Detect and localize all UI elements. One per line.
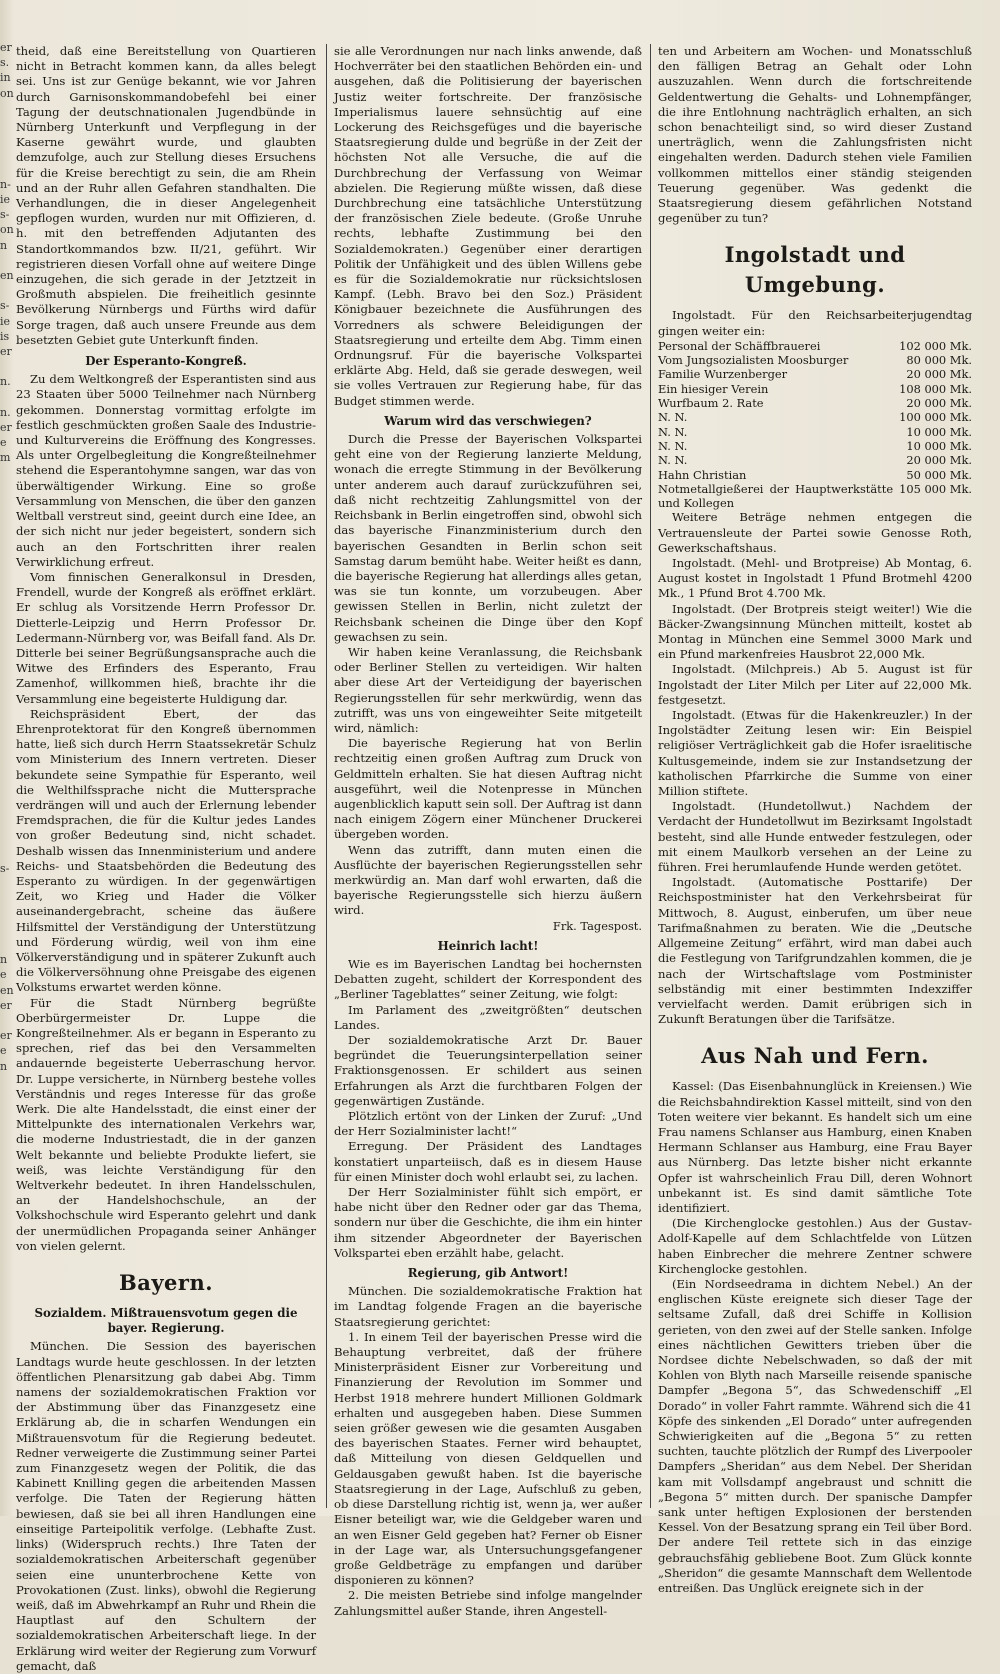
- article-text: Zu dem Weltkongreß der Esperantisten sind aus 23 Staaten über 5000 Teilnehmer nach Nürnberg gekommen. Donnerstag vormittag erfolgte im festlich geschmückten großen Saale des Industrie- und Kulturvereins die Eröffnung des Kongresses. Als unter Orgelbegleitung die Kongreßteilnehmer stehend die Esperantohymne sangen, war das von überwältigender Wirkung. Eine so große Versammlung von Menschen, die über den ganzen Weltball verstreut sind, geeint durch eine Idee, an der sich nicht nur jeder begeistert, sondern sich auch an den Fortschritten ihrer realen Verwirklichung erfreut.: [16, 372, 316, 569]
- fragment-line: [0, 755, 14, 770]
- donation-row: [658, 353, 972, 367]
- donor-name: N. N.: [658, 453, 688, 468]
- fragment-line: n.: [0, 375, 11, 389]
- fragment-line: [0, 922, 14, 937]
- fragment-line: [0, 648, 14, 663]
- article-text: (Die Kirchenglocke gestohlen.) Aus der Gustav-Adolf-Kapelle auf dem Schlachtfelde von Lützen haben Einbrecher die mehrere Zentner schwere Kirchenglocke gestohlen.: [658, 1216, 972, 1276]
- fragment-line: e: [0, 436, 7, 450]
- fragment-line: [0, 496, 14, 511]
- fragment-line: ie: [0, 314, 11, 328]
- donation-amount: 10 000 Mk.: [906, 438, 972, 453]
- column-rule: [650, 44, 651, 1508]
- fragment-line: [0, 359, 14, 374]
- donor-name: Vom Jungsozialisten Moosburger: [658, 353, 849, 368]
- article-text: Der Herr Sozialminister fühlt sich empört, er habe nicht über den Redner oder gar das Thema, sondern nur über die Geschichte, die ihm ein hinter ihm sitzender Abgeordneter der Bayerischen Volkspartei eben erzählt habe, gelacht.: [334, 1185, 642, 1260]
- donor-name: N. N.: [658, 410, 688, 425]
- article-text: Erregung. Der Präsident des Landtages konstatiert unparteiisch, daß es in diesem Hause für einen Minister doch wohl erlaubt sei, zu lachen.: [334, 1139, 642, 1184]
- article-text: Ingolstadt. (Hundetollwut.) Nachdem der Verdacht der Hundetollwut im Bezirksamt Ingolstadt besteht, sind alle Hunde entweder festzulegen, oder mit einem Maulkorb versehen an der Leine zu führen. Frei herumlaufende Hunde werden getötet.: [658, 799, 972, 875]
- fragment-line: [0, 724, 14, 739]
- column-rule: [326, 44, 327, 1508]
- fragment-line: n: [0, 238, 8, 252]
- article-text: Im Parlament des „zweitgrößten“ deutschen Landes.: [334, 1002, 642, 1032]
- fragment-line: er: [0, 345, 12, 359]
- fragment-line: [0, 815, 14, 830]
- donation-row: [658, 468, 972, 482]
- donor-name: N. N.: [658, 438, 688, 453]
- fragment-line: [0, 891, 14, 906]
- donation-row: [658, 425, 972, 439]
- donor-name: Personal der Schäffbrauerei: [658, 338, 821, 353]
- fragment-line: [0, 1135, 14, 1150]
- article-text: Vom finnischen Generalkonsul in Dresden, Frendell, wurde der Kongreß als eröffnet erklärt. Er schlug als Vorsitzende Herrn Professor Dr. Dietterle-Leipzig und Herrn Professor Dr. Ledermann-Nürnberg vor, was Beifall fand. Als Dr. Ditterle bei seiner Begrüßungsansprache auch die Witwe des Erfinders des Esperanto, Frau Zamenhof, willkommen hieß, brachte ihr die Versammlung eine begeisterte Huldigung dar.: [16, 569, 316, 706]
- fragment-line: [0, 466, 14, 481]
- fragment-line: [0, 603, 14, 618]
- article-text: Ingolstadt. (Automatische Posttarife) Der Reichspostminister hat den Verkehrsbeirat für Mittwoch, 8. August, einberufen, um über neue Tarifmaßnahmen zu beraten. Wie die „Deutsche Allgemeine Zeitung“ erfährt, wird man dabei auch die Festlegung von Tarifgrundzahlen kommen, die je nach der Wirtschaftslage vom Postminister selbständig mit einer bestimmten Indexziffer vervielfacht werden. Damit erübrigen sich in Zukunft Beratungen über die Tarifsätze.: [658, 875, 972, 1027]
- fragment-line: [0, 770, 14, 785]
- fragment-line: [0, 679, 14, 694]
- fragment-line: [0, 876, 14, 891]
- article-text: München. Die Session des bayerischen Landtags wurde heute geschlossen. In der letzten öffentlichen Plenarsitzung gab dabei Abg. Timm namens der sozialdemokratischen Fraktion vor der Abstimmung über das Finanzgesetz eine Erklärung ab, die in scharfen Wendungen ein Mißtrauensvotum für die Regierung bedeutet. Redner verweigerte die Zustimmung seiner Partei zum Finanzgesetz wegen der Politik, die das Kabinett Knilling gegen die arbeitenden Massen verfolge. Die Taten der Regierung hätten bewiesen, daß sie bei all ihren Handlungen eine einseitige Parteipolitik verfolge. (Lebhafte Zust. links) (Widerspruch rechts.) Ihre Taten der sozialdemokratischen Arbeiterschaft gegenüber seien eine ununterbrochene Kette von Provokationen (Zust. links), obwohl die Regierung weiß, daß im Abwehrkampf an Ruhr und Rhein die Hauptlast auf den Schultern der sozialdemokratischen Arbeiterschaft liege. In der Erklärung wird weiter der Regierung zum Vorwurf gemacht, daß: [16, 1339, 316, 1673]
- fragment-line: [0, 481, 14, 496]
- fragment-line: er: [0, 41, 12, 54]
- fragment-line: er: [0, 421, 12, 435]
- donation-amount: 50 000 Mk.: [906, 467, 972, 482]
- fragment-line: en: [0, 983, 14, 997]
- fragment-line: n.: [0, 405, 11, 419]
- heading-esperanto-congress: Der Esperanto-Kongreß.: [85, 354, 247, 369]
- article-text: München. Die sozialdemokratische Fraktion hat im Landtag folgende Fragen an die bayerische Staatsregierung gerichtet:: [334, 1284, 642, 1329]
- donor-name: N. N.: [658, 424, 688, 439]
- donor-name: Wurfbaum 2. Rate: [658, 396, 764, 411]
- fragment-line: er: [0, 1029, 12, 1043]
- fragment-line: [0, 907, 14, 922]
- donation-row: [658, 382, 972, 396]
- fragment-line: [0, 131, 14, 146]
- article-text: Ingolstadt. Für den Reichsarbeiterjugendtag gingen weiter ein:: [658, 308, 972, 338]
- fragment-line: ie: [0, 193, 11, 207]
- fragment-line: en: [0, 269, 14, 283]
- fragment-line: n: [0, 1059, 8, 1073]
- article-text: Weitere Beträge nehmen entgegen die Vertrauensleute der Partei sowie Genosse Roth, Gewerkschaftshaus.: [658, 510, 972, 555]
- article-text: Plötzlich ertönt von der Linken der Zuruf: „Und der Herr Sozialminister lacht!“: [334, 1109, 642, 1139]
- fragment-line: [0, 1089, 14, 1104]
- donation-row: [658, 367, 972, 381]
- heading-warum: Warum wird das verschwiegen?: [384, 413, 592, 428]
- article-text: Wir haben keine Veranlassung, die Reichsbank oder Berliner Stellen zu verteidigen. Wir halten aber diese Art der Verteidigung der bayerischen Regierungsstellen für sehr merkwürdig, wenn das zutrifft, was uns von eingeweihter Seite mitgeteilt wird, nämlich:: [334, 644, 642, 735]
- fragment-line: e: [0, 968, 7, 982]
- fragment-line: [0, 1150, 14, 1165]
- article-text: sie alle Verordnungen nur nach links anwende, daß Hochverräter bei den staatlichen Behörden ein- und ausgehen, daß die Politisierung der bayerischen Justiz weiter fortschreite. Der französische Imperialismus lauere sehnsüchtig auf eine Lockerung des Reichsgefüges und die bayerische Staatsregierung dulde und begrüße in der Zeit der höchsten Not alle Versuche, die auf die Durchbrechung der Verfassung von Weimar abzielen. Die Regierung müßte wissen, daß diese Durchbrechung eine tatsächliche Unterstützung der französischen Ziele bedeute. (Große Unruhe rechts, lebhafte Zustimmung bei den Sozialdemokraten.) Gegenüber einer derartigen Politik der Unfähigkeit und des üblen Willens gebe es für die Sozialdemokratie nur rücksichtslosen Kampf. (Lebh. Bravo bei den Soz.) Präsident Königbauer bezeichnete die Ausführungen des Vorredners als schwere Beleidigungen der Staatsregierung und erteilte dem Abg. Timm einen Ordnungsruf. Für die bayerische Volkspartei erklärte Abg. Held, daß sie gerade deswegen, weil sie volles Vertrauen zur Regierung habe, für das Budget stimmen werde.: [334, 44, 642, 408]
- fragment-line: [0, 116, 14, 131]
- donation-amount: 108 000 Mk.: [899, 381, 972, 396]
- fragment-line: [0, 663, 14, 678]
- article-text: Für die Stadt Nürnberg begrüßte Oberbürgermeister Dr. Luppe die Kongreßteilnehmer. Als er begann in Esperanto zu sprechen, rief das bei den Versammelten andauernde begeisterte Ueberraschung hervor. Dr. Luppe versicherte, in Nürnberg bestehe volles Verständnis und reges Interesse für das große Werk. Die alte Handelsstadt, die einst einer der Mittelpunkte des internationalen Verkehrs war, die moderne Industriestadt, die in der ganzen Welt bekannte und beliebte Produkte liefert, sie weiß, was leichte Verständigung für den Weltverkehr bedeutet. In ihren Handelsschulen, an der Handelshochschule, an der Volkshochschule wird Esperanto gelehrt und dank der unermüdlichen Propaganda seiner Anhänger von vielen gelernt.: [16, 995, 316, 1253]
- fragment-line: s.: [0, 56, 10, 70]
- article-text: Die bayerische Regierung hat von Berlin rechtzeitig einen großen Auftrag zum Druck von Geldmitteln erhalten. Sie hat diesen Auftrag nicht ausgeführt, weil die Notenpresse in München augenblicklich kaputt sein soll. Der Auftrag ist dann nach einigem Zögern einer Münchener Druckerei übergeben worden.: [334, 736, 642, 842]
- fragment-line: [0, 511, 14, 526]
- donation-amount: 80 000 Mk.: [906, 353, 972, 368]
- donation-amount: 105 000 Mk.: [899, 481, 972, 496]
- fragment-line: [0, 572, 14, 587]
- fragment-line: [0, 937, 14, 952]
- donor-name: Familie Wurzenberger: [658, 367, 788, 382]
- article-text: (Ein Nordseedrama in dichtem Nebel.) An der englischen Küste ereignete sich dieser Tage der seltsame Zufall, daß drei Schiffe in Kollision gerieten, von den zwei auf der Stelle sanken. Infolge eines nächtlichen Gewitters trieben über die Nordsee dichte Nebelschwaden, so daß der mit Kohlen von Blyth nach Marseille reisende spanische Dampfer „Begona 5“, das Schwedenschiff „El Dorado“ in voller Fahrt rammte. Während sich die 41 Köpfe des sinkenden „El Dorado“ unter aufregenden Schwierigkeiten auf die „Begona 5“ zu retten suchten, tauchte plötzlich der Rumpf des Liverpooler Dampfers „Sheridan“ aus dem Nebel. Der Sheridan kam mit Vollsdampf angebraust und schnitt die „Begona 5“ mitten durch. Der spanische Dampfer sank unter heftigen Explosionen der berstenden Kessel. Von der Besatzung sprang ein Teil über Bord. Der andere Teil rettete sich in das einzige gebrauchsfähig gebliebene Boot. Zum Glück konnte „Sheridon“ die gesamte Mannschaft dem Wellentode entreißen. Das Unglück ereignete sich in der: [658, 1276, 972, 1596]
- section-heading-ingolstadt: Ingolstadt und Umgebung.: [724, 242, 906, 298]
- fragment-line: in: [0, 71, 11, 85]
- fragment-line: [0, 739, 14, 754]
- fragment-line: [0, 587, 14, 602]
- donor-name: Ein hiesiger Verein: [658, 381, 769, 396]
- fragment-line: [0, 101, 14, 116]
- column-1: [16, 44, 316, 1673]
- fragment-line: [0, 253, 14, 268]
- column-2: [334, 44, 642, 1618]
- fragment-line: [0, 694, 14, 709]
- fragment-line: [0, 146, 14, 161]
- fragment-line: on: [0, 86, 14, 100]
- donation-row: [658, 410, 972, 424]
- fragment-line: [0, 633, 14, 648]
- fragment-line: [0, 390, 14, 405]
- article-text: Ingolstadt. (Mehl- und Brotpreise) Ab Montag, 6. August kostet in Ingolstadt 1 Pfund Brotmehl 4200 Mk., 1 Pfund Brot 4.700 Mk.: [658, 556, 972, 601]
- fragment-line: s-: [0, 208, 10, 222]
- heading-heinrich: Heinrich lacht!: [437, 938, 539, 953]
- fragment-line: e: [0, 1044, 7, 1058]
- fragment-line: is: [0, 329, 10, 343]
- article-text: Wenn das zutrifft, dann muten einen die Ausflüchte der bayerischen Regierungsstellen sehr merkwürdig an. Man darf wohl erwarten, daß die bayerische Regierungsstelle sich hierzu äußern wird.: [334, 842, 642, 918]
- article-text: Ingolstadt. (Etwas für die Hakenkreuzler.) In der Ingolstädter Zeitung lesen wir: Ein Beispiel religiöser Verträglichkeit gab die Hofer israelitische Kultusgemeinde, indem sie zur Instandsetzung der katholischen Pfarrkirche die Summe von einer Million stiftete.: [658, 708, 972, 799]
- fragment-line: er: [0, 998, 12, 1012]
- donation-row: [658, 482, 972, 511]
- article-text: Wie es im Bayerischen Landtag bei hochernsten Debatten zugeht, schildert der Korrespondent des „Berliner Tageblattes“ seiner Zeitung, wie folgt:: [334, 956, 642, 1002]
- fragment-line: [0, 785, 14, 800]
- fragment-line: n: [0, 953, 8, 967]
- fragment-line: [0, 1119, 14, 1134]
- donation-list: [658, 339, 972, 511]
- article-text: 2. Die meisten Betriebe sind infolge mangelnder Zahlungsmittel außer Stande, ihren Angestell-: [334, 1588, 642, 1618]
- fragment-line: s-: [0, 299, 10, 313]
- donation-row: [658, 339, 972, 353]
- heading-regierung-antwort: Regierung, gib Antwort!: [407, 1266, 569, 1281]
- fragment-line: [0, 162, 14, 177]
- donor-name: Notmetallgießerei der Hauptwerkstätte und Kollegen: [658, 481, 894, 511]
- donation-amount: 20 000 Mk.: [906, 453, 972, 468]
- fragment-line: [0, 1165, 14, 1180]
- donation-amount: 10 000 Mk.: [906, 424, 972, 439]
- fragment-line: s-: [0, 861, 10, 875]
- fragment-line: n-: [0, 177, 11, 191]
- fragment-line: [0, 557, 14, 572]
- source-signature: Frk. Tagespost.: [552, 918, 642, 933]
- donation-amount: 102 000 Mk.: [899, 338, 972, 353]
- article-text: Reichspräsident Ebert, der das Ehrenprotektorat für den Kongreß übernommen hatte, ließ sich durch Herrn Staatssekretär Schulz vom Ministerium des Innern vertreten. Dieser bekundete seine Sympathie für Esperanto, weil die Welthilfssprache nicht die Muttersprache verdrängen will und auch der Erlernung lebender Fremdsprachen, die für die Kultur jedes Landes von großer Bedeutung sind, nicht schadet. Deshalb wissen das Innenministerium und andere Reichs- und Staatsbehörden die Bedeutung des Esperanto zu würdigen. In der gegenwärtigen Zeit, wo Krieg und Hader die Völker auseinandergebracht, scheine das äußere Hilfsmittel der Verständigung der Unterstützung und Förderung würdig, weil von ihm eine Völkerverständigung und in späterer Zukunft auch die Völkerversöhnung ohne Preisgabe des eigenen Volkstums erwartet werden könne.: [16, 706, 316, 995]
- fragment-line: [0, 1013, 14, 1028]
- fragment-line: [0, 618, 14, 633]
- fragment-line: [0, 1104, 14, 1119]
- left-edge-fragment: [0, 40, 14, 1195]
- donation-row: [658, 453, 972, 467]
- heading-sozialdem: Sozialdem. Mißtrauensvotum gegen die bayer. Regierung.: [34, 1306, 298, 1336]
- fragment-line: m: [0, 451, 11, 465]
- donation-amount: 20 000 Mk.: [906, 396, 972, 411]
- article-text: Ingolstadt. (Der Brotpreis steigt weiter!) Wie die Bäcker-Zwangsinnung München mitteilt, kostet ab Montag in München eine Semmel 3000 Mark und ein Pfund markenfreies Hausbrot 22,000 Mk.: [658, 601, 972, 662]
- article-text: Kassel: (Das Eisenbahnunglück in Kreiensen.) Wie die Reichsbahndirektion Kassel mitteilt, sind von den Toten weitere vier bekannt. Es handelt sich um eine Frau namens Schlanser aus Hamburg, einen Knaben Hermann Schlanser aus Hamburg, eine Frau Bayer aus Nürnberg. Das letzte bisher nicht erkannte Opfer ist wahrscheinlich Frau Dill, deren Wohnort unbekannt ist. Es sind damit sämtliche Tote identifiziert.: [658, 1079, 972, 1215]
- section-heading-bayern: Bayern.: [118, 1270, 214, 1296]
- article-text: Ingolstadt. (Milchpreis.) Ab 5. August ist für Ingolstadt der Liter Milch per Liter auf 22,000 Mk. festgesetzt.: [658, 662, 972, 707]
- article-text: theid, daß eine Bereitstellung von Quartieren nicht in Betracht kommen kann, da alles belegt sei. Uns ist zur Genüge bekannt, wie vor Jahren durch Garnisonskommandobefehl bei einer Tagung der deutschnationalen Jugendbünde in Nürnberg Unterkunft und Verpflegung in der Kaserne gewährt wurde, und glaubten demzufolge, auch zur Stellung dieses Ersuchens für die Kreise berechtigt zu sein, die am Rhein und an der Ruhr allen Gefahren standhalten. Die Verhandlungen, die in dieser Angelegenheit gepflogen wurden, wurden nur mit Offizieren, d. h. mit den betreffenden Adjutanten des Standortkommandos bzw. II/21, geführt. Wir registrieren diesen Vorfall ohne auf weitere Dinge einzugehen, die sich gerade in der Jetztzeit in Großmuth abspielen. Die freiheitlich gesinnte Bevölkerung Nürnbergs und Fürths wird dafür Sorge tragen, daß auch unsere Freunde aus dem besetzten Gebiet gute Unterkunft finden.: [16, 44, 316, 347]
- fragment-line: [0, 542, 14, 557]
- fragment-line: on: [0, 223, 14, 237]
- donor-name: Hahn Christian: [658, 467, 747, 482]
- fragment-line: [0, 846, 14, 861]
- fragment-line: [0, 800, 14, 815]
- fragment-line: [0, 831, 14, 846]
- donation-row: [658, 396, 972, 410]
- article-text: Durch die Presse der Bayerischen Volkspartei geht eine von der Regierung lanzierte Meldung, wonach die erregte Stimmung in der Bevölkerung unter anderem auch darauf zurückzuführen sei, daß nicht rechtzeitig Zahlungsmittel von der Reichsbank in Berlin eingetroffen sind, obwohl sich das bayerische Finanzministerium durch den bayerischen Gesandten in Berlin schon seit Samstag darum bemüht habe. Weiter heißt es dann, die bayerische Regierung hat allerdings alles getan, was sie tun konnte, um vorzubeugen. Aber gewissen Stellen in Berlin, nicht zuletzt der Reichsbank scheinen die Dinge über den Kopf gewachsen zu sein.: [334, 432, 642, 644]
- fragment-line: [0, 283, 14, 298]
- donation-amount: 100 000 Mk.: [899, 410, 972, 425]
- fragment-line: [0, 1074, 14, 1089]
- fragment-line: [0, 527, 14, 542]
- fragment-line: [0, 1180, 14, 1195]
- column-3: [658, 44, 972, 1596]
- article-text: 1. In einem Teil der bayerischen Presse wird die Behauptung verbreitet, daß der frühere Ministerpräsident Eisner zur Vorbereitung und Finanzierung der Revolution im Sommer und Herbst 1918 mehrere hundert Millionen Goldmark erhalten und ausgegeben haben. Diese Summen seien größer gewesen wie die gesamten Ausgaben des bayerischen Staates. Ferner wird behauptet, daß Mitteilung von diesen Geldquellen und Geldausgaben gewußt haben. Ist die bayerische Staatsregierung in der Lage, Aufschluß zu geben, ob diese Darstellung richtig ist, wenn ja, wer außer Eisner beteiligt war, wie die Geldgeber waren und an wen Eisner Geld gegeben hat? Ferner ob Eisner in der Lage war, als Untersuchungsgefangener große Geldbeträge zu empfangen und darüber disponieren zu können?: [334, 1329, 642, 1588]
- section-heading-nah-fern: Aus Nah und Fern.: [701, 1043, 929, 1069]
- article-text: Der sozialdemokratische Arzt Dr. Bauer begründet die Teuerungsinterpellation seiner Fraktionsgenossen. Er schildert aus seinen Erfahrungen als Arzt die furchtbaren Folgen der gegenwärtigen Zustände.: [334, 1033, 642, 1108]
- article-text: ten und Arbeitern am Wochen- und Monatsschluß den fälligen Betrag an Gehalt oder Lohn auszuzahlen. Wenn durch die fortschreitende Geldentwertung die Gehalts- und Lohnempfänger, die ihre Entlohnung nachträglich erhalten, an sich schon benachteiligt sind, so wird dieser Zustand unerträglich, wenn die Zahlungsfristen nicht eingehalten werden. Dadurch stehen viele Familien vollkommen mittellos einer ständig steigenden Teuerung gegenüber. Was gedenkt die Staatsregierung diesem gefährlichen Notstand gegenüber zu tun?: [658, 44, 972, 226]
- donation-amount: 20 000 Mk.: [906, 367, 972, 382]
- donation-row: [658, 439, 972, 453]
- fragment-line: [0, 709, 14, 724]
